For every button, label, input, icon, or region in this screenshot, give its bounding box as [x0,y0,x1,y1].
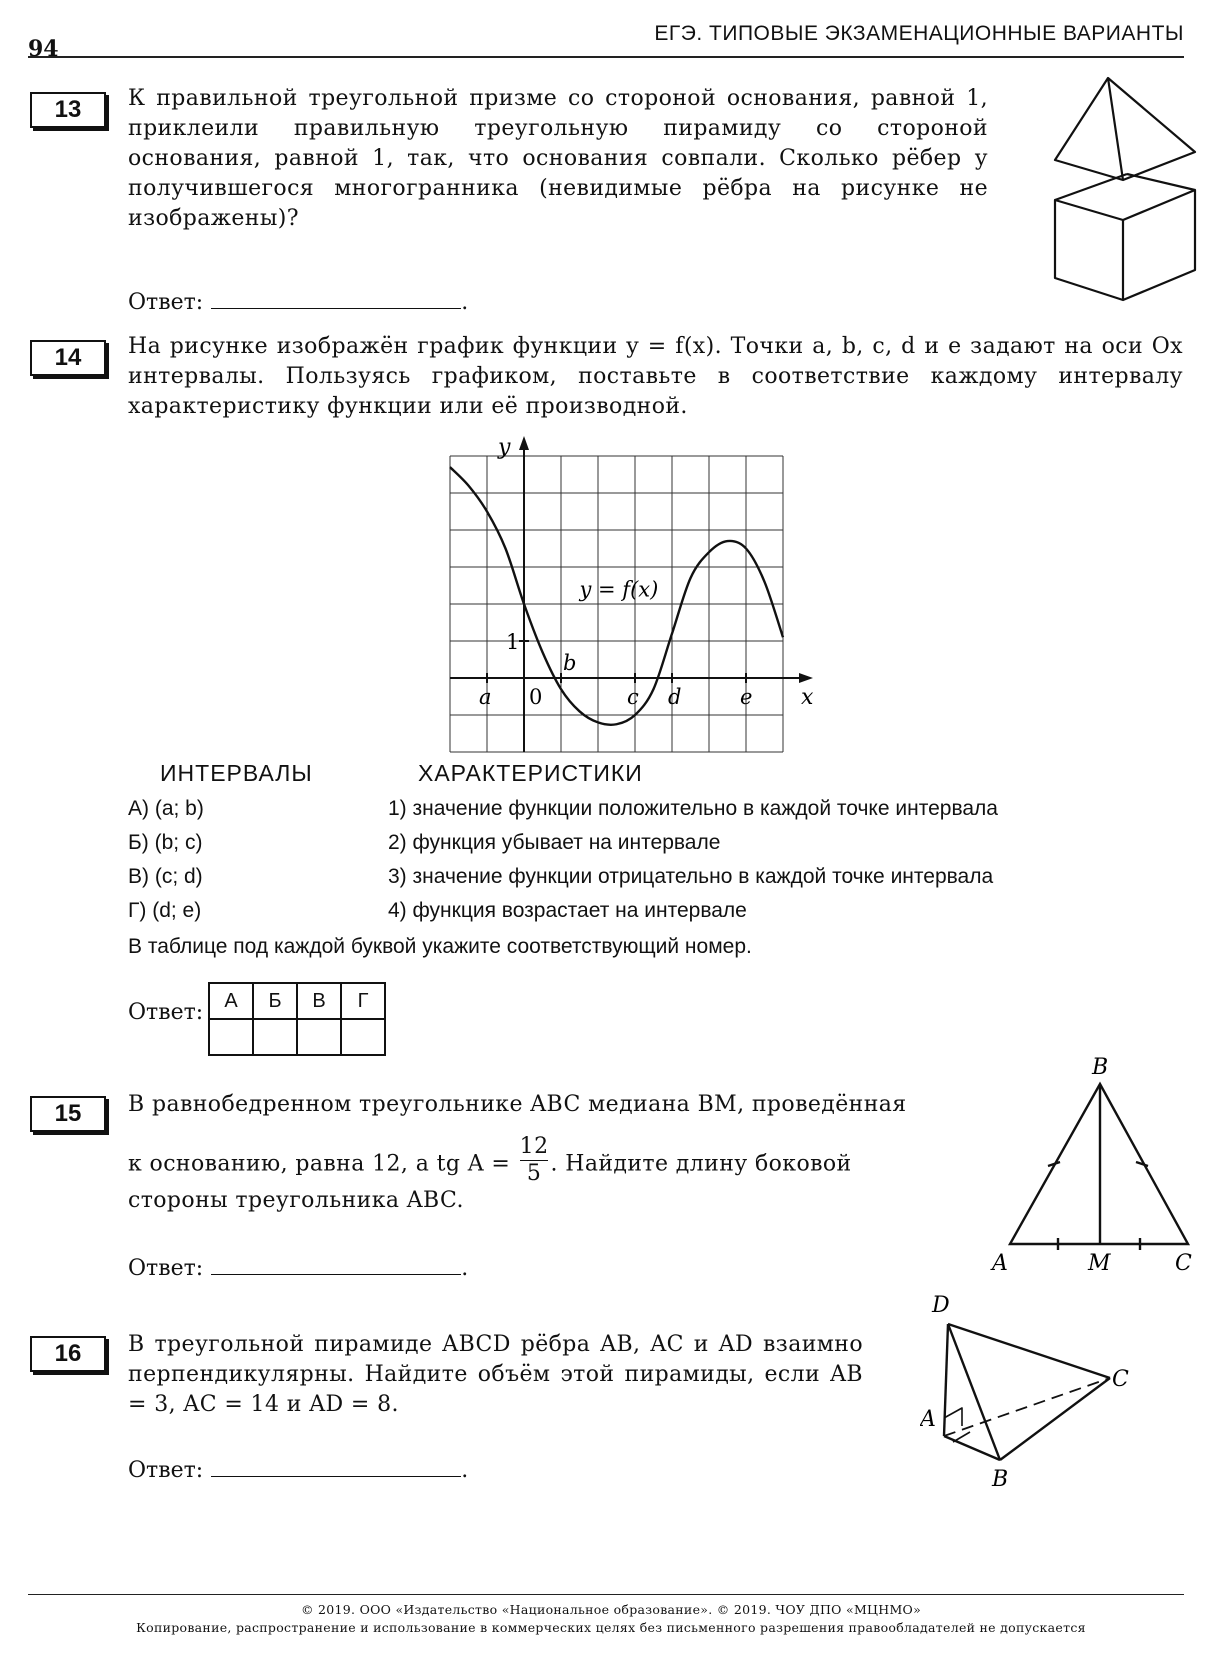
answer-table-header: Г [341,983,385,1019]
prism-pyramid-figure [1045,70,1205,320]
fraction-denominator: 5 [526,1161,542,1186]
label-c: C [1175,1251,1192,1276]
label-m: M [1088,1251,1111,1276]
y-axis-arrow [519,436,529,450]
edge-ac-hidden [944,1378,1110,1436]
page-number: 94 [28,36,59,62]
y-axis-label: y [498,436,511,460]
origin-label: 0 [529,685,543,709]
question-16-number: 16 [30,1336,106,1372]
footer-copyright: © 2019. ООО «Издательство «Национальное образование». © 2019. ЧОУ ДПО «МЦНМО» [300,1602,922,1617]
x-axis-label: x [801,685,814,710]
pyramid-outline [1055,78,1195,180]
prism-outline [1055,190,1195,300]
answer-table-cell[interactable] [341,1019,385,1055]
characteristic-item: 3) значение функции отрицательно в каждой точке интервала [388,865,994,888]
isosceles-triangle-figure [990,1056,1200,1276]
point-label-d: d [668,685,682,709]
characteristic-item: 1) значение функции положительно в каждой точке интервала [388,797,998,820]
point-label-c: c [627,685,639,709]
answer-table-cell[interactable] [297,1019,341,1055]
interval-item: А) (a; b) [128,797,204,820]
edge-bc [1000,1378,1110,1460]
label-b: B [1092,1056,1109,1080]
question-14-number: 14 [30,340,106,376]
answer-table-cell[interactable] [209,1019,253,1055]
x-axis-arrow [799,673,813,683]
q15-text-part: к основанию, равна 12, а tg A = [128,1151,511,1177]
answer-input-line[interactable] [211,290,461,309]
label-a: A [992,1251,1008,1276]
edge-da [944,1324,948,1436]
header-divider [28,56,1184,58]
question-14-answer-label: Ответ: [128,1000,204,1025]
question-13-number: 13 [30,92,106,128]
point-labels [479,651,752,709]
running-header: ЕГЭ. ТИПОВЫЕ ЭКЗАМЕНАЦИОННЫЕ ВАРИАНТЫ [654,22,1184,45]
y-one-label: 1 [506,630,520,654]
answer-period: . [461,1458,469,1483]
answer-label: Ответ: [128,1458,204,1483]
characteristic-item: 2) функция убывает на интервале [388,831,721,854]
point-label-a: a [479,685,492,709]
characteristics-heading: ХАРАКТЕРИСТИКИ [418,760,643,786]
pyramid-abcd-figure [920,1290,1160,1500]
graph-grid [450,456,783,752]
question-15-line1: В равнобедренном треугольнике ABC медиана BM, проведённая [128,1092,907,1117]
pyramid-edge [1108,78,1123,180]
curve-label: y = f(x) [579,577,659,602]
answer-table-header: В [297,983,341,1019]
function-graph [440,436,850,772]
question-13-answer [128,290,468,315]
question-15-number: 15 [30,1096,106,1132]
right-angle-mark [944,1408,962,1426]
characteristics-list [388,792,998,928]
answer-period: . [461,1256,469,1281]
label-b: B [992,1467,1009,1492]
fraction [520,1134,549,1187]
fraction-numerator: 12 [519,1134,549,1159]
question-15-line2 [128,1134,852,1191]
prism-top-edge-2 [1127,174,1195,190]
question-15-answer [128,1256,468,1281]
label-a: A [920,1407,936,1432]
interval-item: Б) (b; c) [128,831,203,854]
right-angle-mark [953,1432,970,1442]
intervals-list [128,792,204,928]
label-c: C [1112,1367,1129,1392]
answer-table-cell[interactable] [253,1019,297,1055]
footer-divider [28,1594,1184,1595]
answer-input-line[interactable] [211,1458,461,1477]
answer-period: . [461,290,469,315]
interval-item: Г) (d; e) [128,899,202,922]
answer-table-header: А [209,983,253,1019]
prism-top-edge [1055,174,1127,200]
graph-ticks [487,641,746,683]
footer-notice: Копирование, распространение и использование в коммерческих целях без письменного разрешения правообладателей не допускается [136,1620,1086,1635]
q15-text-part: . Найдите длину боковой [550,1151,852,1177]
question-15-line3: стороны треугольника ABC. [128,1188,464,1213]
answer-label: Ответ: [128,1256,204,1281]
question-13-text: К правильной треугольной призме со стороной основания, равной 1, приклеили правильную треугольную пирамиду со стороной основания, равной 1, так, что основания совпали. Сколько рёбер у получившегося многогранника (невидимые рёбра на рисунке не изображены)? [128,86,988,231]
label-d: D [932,1293,950,1318]
answer-table-header: Б [253,983,297,1019]
question-16-answer [128,1458,468,1483]
table-instruction: В таблице под каждой буквой укажите соответствующий номер. [128,935,752,958]
answer-table [208,982,386,1056]
answer-label: Ответ: [128,290,204,315]
answer-input-line[interactable] [211,1256,461,1275]
point-label-e: e [740,685,753,709]
question-14-text: На рисунке изображён график функции y = f(x). Точки a, b, c, d и e задают на оси Ox интервалы. Пользуясь графиком, поставьте в соответствие каждому интервалу характеристику функции или её производной. [128,334,1183,419]
interval-item: В) (c; d) [128,865,203,888]
point-label-b: b [563,651,577,675]
characteristic-item: 4) функция возрастает на интервале [388,899,747,922]
question-16-text: В треугольной пирамиде ABCD рёбра AB, AC и AD взаимно перпендикулярны. Найдите объём этой пирамиды, если AB = 3, AC = 14 и AD = 8. [128,1332,863,1417]
intervals-heading: ИНТЕРВАЛЫ [160,760,313,786]
edge-dc [948,1324,1110,1378]
